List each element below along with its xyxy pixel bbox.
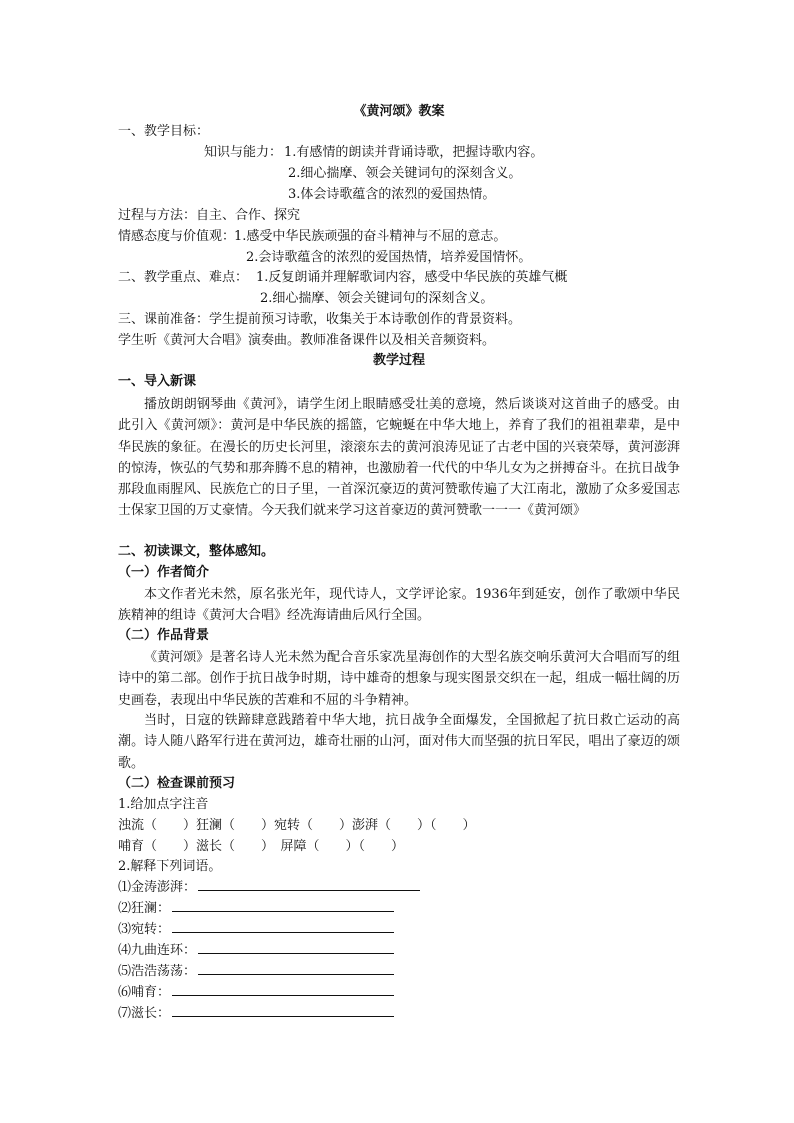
check-heading: （二）检查课前预习 xyxy=(118,776,236,791)
term-row xyxy=(118,878,420,898)
author-paragraph: 本文作者光未然，原名张光年，现代诗人，文学评论家。1936年到延安，创作了歌颂中华民族精神的组诗《黄河大合唱》经冼海请曲后风行全国。 xyxy=(118,587,680,624)
answer-blank[interactable] xyxy=(172,900,394,912)
author-heading: （一）作者简介 xyxy=(118,565,210,580)
knowledge-item-3: 3.体会诗歌蕴含的浓烈的爱国热情。 xyxy=(288,187,496,202)
answer-blank[interactable] xyxy=(172,984,394,996)
document-title: 《黄河颂》教案 xyxy=(353,104,445,119)
term-label: ⑷九曲连环： xyxy=(118,943,197,958)
answer-blank[interactable] xyxy=(172,1005,394,1017)
term-label: ⑺滋长： xyxy=(118,1006,171,1021)
answer-blank[interactable] xyxy=(198,963,394,975)
preparation-line-1: 三、课前准备：学生提前预习诗歌，收集关于本诗歌创作的背景资料。 xyxy=(118,312,522,327)
term-row xyxy=(118,920,394,940)
term-label: ⑸浩浩荡荡： xyxy=(118,964,197,979)
background-heading: （二）作品背景 xyxy=(118,628,210,643)
emotion-item-2: 2.会诗歌蕴含的浓烈的爱国热情，培养爱国情怀。 xyxy=(246,250,532,265)
background-paragraph-2: 当时，日寇的铁蹄肆意践踏着中华大地，抗日战争全面爆发，全国掀起了抗日救亡运动的高潮。诗人随八路军行进在黄河边，雄奇壮丽的山河，面对伟大而坚强的抗日军民，唱出了豪迈的颂歌。 xyxy=(118,713,680,771)
intro-heading: 一、导入新课 xyxy=(118,374,197,389)
background-paragraph-1: 《黄河颂》是著名诗人光未然为配合音乐家冼星海创作的大型名族交响乐黄河大合唱而写的组诗中的第二部。创作于抗日战争时期，诗中雄奇的想象与现实图景交织在一起，组成一幅壮阔的历史画卷，表现出中华民族的苦难和不屈的斗争精神。 xyxy=(118,650,680,708)
term-row xyxy=(118,983,394,1003)
process-title: 教学过程 xyxy=(372,353,425,368)
process-method: 过程与方法：自主、合作、探究 xyxy=(118,208,301,223)
q1-line-1: 浊流（ ）狂澜（ ）宛转（ ）澎湃（ ）（ ） xyxy=(118,818,476,833)
emotion-label: 情感态度与价值观： xyxy=(118,229,236,244)
term-label: ⑶宛转： xyxy=(118,922,171,937)
reading-heading: 二、初读课文，整体感知。 xyxy=(118,544,275,559)
keypoint-item-2: 2.细心揣摩、领会关键词句的深刻含义。 xyxy=(260,291,494,306)
term-label: ⑹哺育： xyxy=(118,985,171,1000)
answer-blank[interactable] xyxy=(172,921,394,933)
term-row xyxy=(118,941,394,961)
knowledge-label: 知识与能力： xyxy=(204,145,283,160)
term-label: ⑵狂澜： xyxy=(118,901,171,916)
preparation-line-2: 学生听《黄河大合唱》演奏曲。教师准备课件以及相关音频资料。 xyxy=(118,333,496,348)
q1-line-2: 哺育（ ）滋长（ ） 屏障（ ）（ ） xyxy=(118,839,405,854)
keypoint-item-1: 1.反复朗诵并理解歌词内容，感受中华民族的英雄气概 xyxy=(256,270,568,285)
intro-paragraph: 播放朗朗钢琴曲《黄河》，请学生闭上眼睛感受壮美的意境，然后谈谈对这首曲子的感受。由此引入《黄河颂》：黄河是中华民族的摇篮，它蜿蜒在中华大地上，养育了我们的祖祖辈辈，是中华民族的象征。在漫长的历史长河里，滚滚东去的黄河浪涛见证了古老中国的兴衰荣辱，黄河澎湃的惊涛，恢弘的气势和那奔腾不息的精神，也激励着一代代的中华儿女为之拼搏奋斗。在抗日战争那段血雨腥风、民族危亡的日子里，一首深沉豪迈的黄河赞歌传遍了大江南北，激励了众多爱国志士保家卫国的万丈豪情。今天我们就来学习这首豪迈的黄河赞歌一一一《黄河颂》 xyxy=(118,397,680,519)
knowledge-item-2: 2.细心揣摩、领会关键词句的深刻含义。 xyxy=(288,166,522,181)
answer-blank[interactable] xyxy=(198,879,420,891)
keypoints-heading: 二、教学重点、难点： xyxy=(118,270,249,285)
q2-title: 2.解释下列词语。 xyxy=(118,859,222,874)
answer-blank[interactable] xyxy=(198,942,394,954)
q1-title: 1.给加点字注音 xyxy=(118,797,209,812)
emotion-item-1: 1.感受中华民族顽强的奋斗精神与不屈的意志。 xyxy=(234,229,507,244)
term-row xyxy=(118,1004,394,1024)
term-row xyxy=(118,899,394,919)
term-row xyxy=(118,962,394,982)
objectives-heading: 一、教学目标： xyxy=(118,124,210,139)
term-label: ⑴金涛澎湃： xyxy=(118,880,197,895)
knowledge-item-1: 1.有感情的朗读并背诵诗歌，把握诗歌内容。 xyxy=(284,145,544,160)
